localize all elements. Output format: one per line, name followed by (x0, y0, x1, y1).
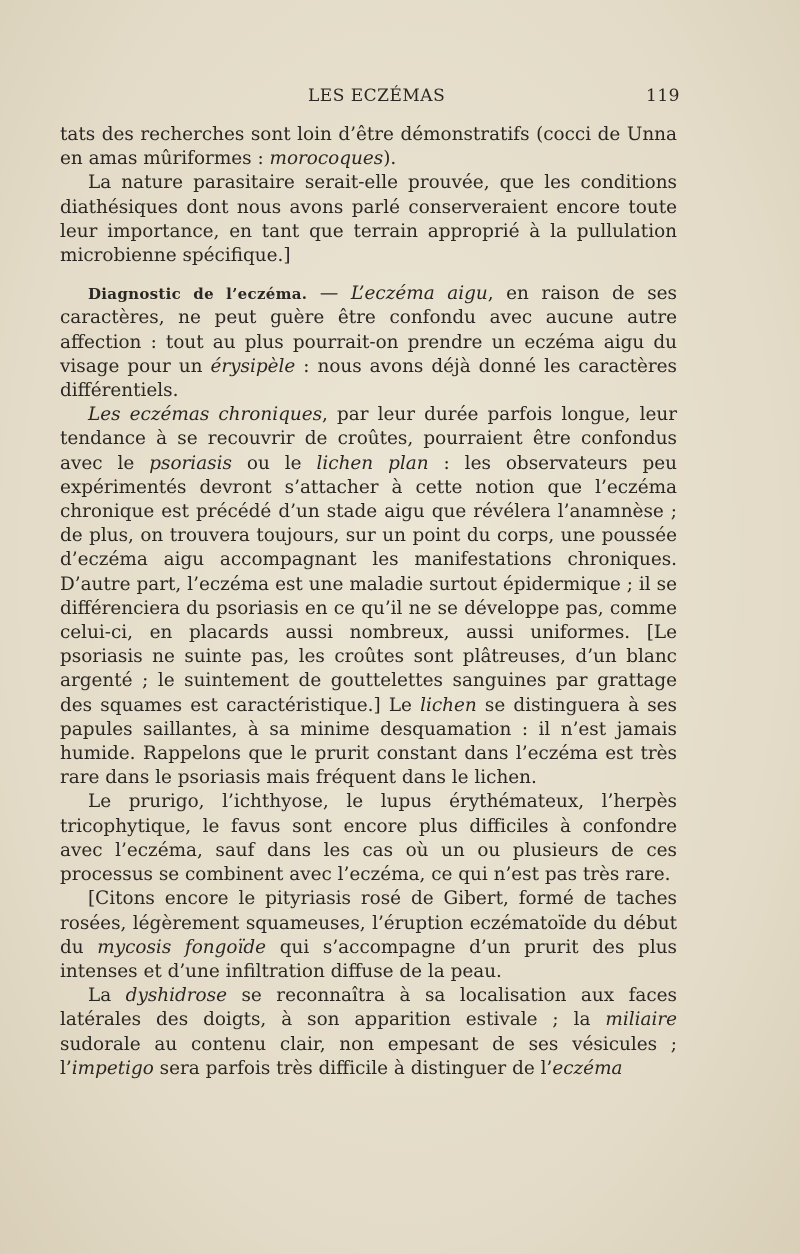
text-run: : les observateurs peu expérimentés devront s’attacher à cette notion que l’eczéma chronique est précédé d’un stade aigu que révélera l’anamnèse ; de plus, on trouvera toujours, sur un point du corps, une poussée d’eczéma aigu accompagnant les manifestations chroniques. D’autre part, l’eczéma est une maladie surtout épidermique ; il se différenciera du psoriasis en ce qu’il ne se développe pas, comme celui-ci, en placards aussi nombreux, aussi uniformes. [Le psoriasis ne suinte pas, les croûtes sont plâtreuses, d’un blanc argenté ; le suintement de gouttelettes sanguines par grattage des squames est caractéristique.] Le (60, 452, 677, 716)
text-run: ). (383, 148, 397, 170)
paragraph-diagnostic (60, 282, 677, 403)
italic-term: psoriasis (149, 452, 232, 474)
paragraph-dyshidrose (60, 984, 677, 1081)
text-run: se reconnaîtra à sa localisation aux faces latérales des doigts, à son apparition estivale ; la (60, 985, 677, 1031)
section-heading: Diagnostic de l’eczéma. (88, 285, 308, 304)
text-run: La (88, 985, 126, 1007)
body-text (60, 123, 677, 1081)
text-run: qui s’accompagne d’un prurit des plus intenses et d’une infiltration diffuse de la peau. (60, 936, 677, 982)
paragraph-2 (60, 171, 677, 268)
text-run: se distinguera à ses papules saillantes, à sa minime desquamation : il n’est jamais humide. Rappelons que le prurit constant dans l’eczéma est très rare dans le psoriasis mais fréquent dans le lichen. (60, 694, 677, 789)
paragraph-pityriasis (60, 887, 677, 984)
italic-term: L’eczéma aigu (350, 283, 488, 305)
italic-term: lichen plan (316, 452, 429, 474)
text-run: — (307, 283, 351, 305)
running-head: LES ECZÉMAS (308, 86, 446, 106)
italic-term: Les eczémas chroniques (88, 404, 323, 426)
text-run: tats des recherches sont loin d’être démonstratifs (cocci de Unna en amas mûriformes : (60, 124, 677, 170)
italic-term: eczéma (552, 1057, 623, 1079)
text-run: [Citons encore le pityriasis rosé de Gibert, formé de taches rosées, légèrement squameuses, l’éruption eczématoïde du début du (60, 888, 677, 958)
italic-term: impetigo (71, 1057, 154, 1079)
italic-term: érysipèle (210, 355, 296, 377)
paragraph-chronic (60, 403, 677, 790)
text-run: , par leur durée parfois longue, leur tendance à se recouvrir de croûtes, pourraient être confondus avec le (60, 404, 677, 474)
text-run: , en raison de ses caractères, ne peut guère être confondu avec aucune autre affection : tout au plus pourrait-on prendre un eczéma aigu du visage pour un (60, 283, 677, 377)
italic-term: mycosis fongoïde (97, 936, 267, 958)
italic-term: dyshidrose (125, 985, 227, 1007)
text-run: La nature parasitaire serait-elle prouvée, que les conditions diathésiques dont nous avons parlé conserveraient encore toute leur importance, en tant que terrain approprié à la pullulation microbienne spécifique.] (60, 172, 677, 267)
text-run: Le prurigo, l’ichthyose, le lupus érythémateux, l’herpès tricophytique, le favus sont encore plus difficiles à confondre avec l’eczéma, sauf dans les cas où un ou plusieurs de ces processus se combinent avec l’eczéma, ce qui n’est pas très rare. (60, 791, 677, 886)
italic-term: morocoques (269, 148, 384, 170)
text-run: : nous avons déjà donné les caractères différentiels. (60, 355, 677, 402)
text-run: sera parfois très difficile à distinguer de l’ (153, 1057, 553, 1079)
text-run: ou le (231, 452, 317, 474)
text-run: sudorale au contenu clair, non empesant de ses vésicules ; l’ (60, 1033, 677, 1079)
page-number: 119 (646, 86, 680, 106)
italic-term: lichen (420, 694, 477, 716)
page-header (60, 86, 680, 112)
paragraph-prurigo (60, 790, 677, 887)
italic-term: miliaire (605, 1009, 677, 1031)
paragraph-1 (60, 123, 677, 171)
